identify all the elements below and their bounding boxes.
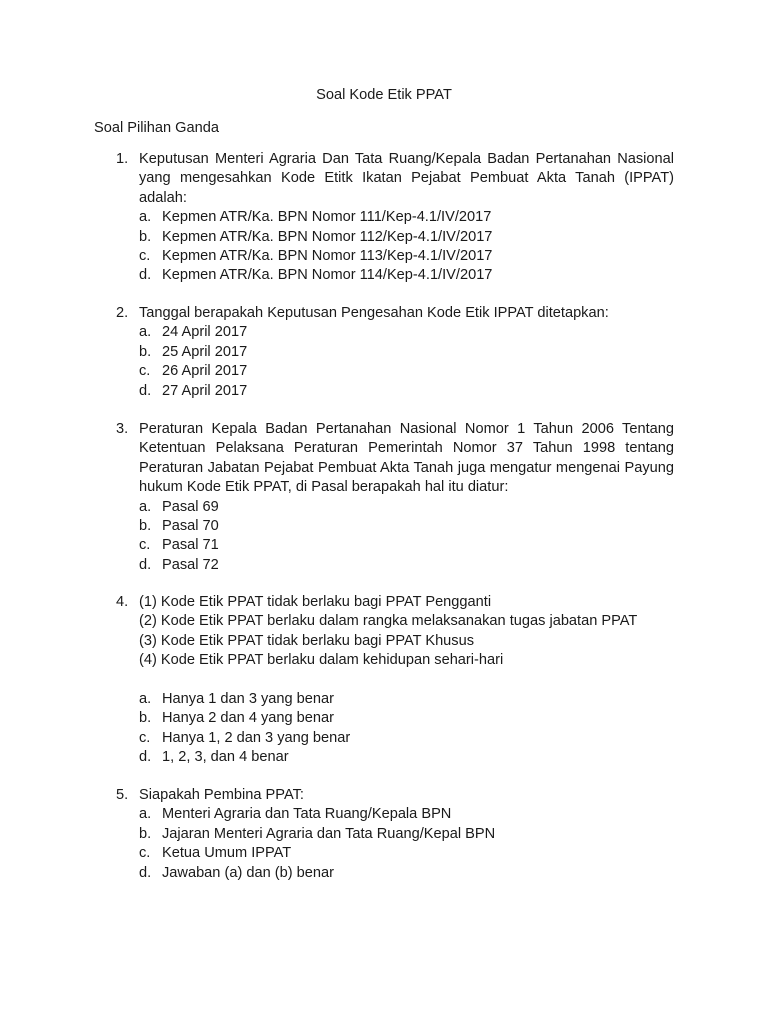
option-text: Kepmen ATR/Ka. BPN Nomor 111/Kep-4.1/IV/2017 bbox=[162, 209, 492, 226]
option-text: Pasal 69 bbox=[162, 498, 219, 515]
option-text: 27 April 2017 bbox=[162, 382, 248, 399]
question-2 bbox=[116, 304, 674, 401]
statement: (4) Kode Etik PPAT berlaku dalam kehidupan sehari-hari bbox=[139, 652, 504, 669]
option bbox=[139, 729, 674, 748]
option-letter: b. bbox=[139, 343, 152, 360]
option-text: 26 April 2017 bbox=[162, 363, 248, 380]
option-text: Kepmen ATR/Ka. BPN Nomor 114/Kep-4.1/IV/2017 bbox=[162, 267, 493, 284]
question-text: Siapakah Pembina PPAT: bbox=[139, 787, 304, 803]
question-number: 1. bbox=[116, 151, 129, 167]
option-text: Hanya 1, 2 dan 3 yang benar bbox=[162, 729, 351, 746]
spacer bbox=[116, 671, 674, 690]
statement: (2) Kode Etik PPAT berlaku dalam rangka melaksanakan tugas jabatan PPAT bbox=[139, 613, 638, 630]
option-text: Pasal 71 bbox=[162, 537, 219, 554]
option-text: Hanya 2 dan 4 yang benar bbox=[162, 710, 335, 727]
option bbox=[139, 536, 674, 555]
option-letter: d. bbox=[139, 749, 152, 766]
option bbox=[139, 748, 674, 767]
question-text: Tanggal berapakah Keputusan Pengesahan Kode Etik IPPAT ditetapkan: bbox=[139, 305, 609, 321]
option bbox=[139, 690, 674, 709]
option-letter: b. bbox=[139, 518, 152, 535]
option-text: Menteri Agraria dan Tata Ruang/Kepala BPN bbox=[162, 806, 452, 823]
question-4 bbox=[116, 593, 674, 768]
option-letter: c. bbox=[139, 845, 151, 862]
question-number: 5. bbox=[116, 787, 129, 803]
option-letter: c. bbox=[139, 729, 151, 746]
option-text: Kepmen ATR/Ka. BPN Nomor 112/Kep-4.1/IV/2017 bbox=[162, 228, 493, 245]
option bbox=[139, 228, 674, 247]
option bbox=[139, 382, 674, 401]
option-letter: c. bbox=[139, 248, 151, 265]
option-letter: a. bbox=[139, 498, 152, 515]
option bbox=[139, 266, 674, 285]
option-letter: b. bbox=[139, 710, 152, 727]
option-letter: c. bbox=[139, 363, 151, 380]
question-3 bbox=[116, 420, 674, 575]
option-text: Pasal 72 bbox=[162, 556, 219, 573]
option bbox=[139, 208, 674, 227]
option-letter: d. bbox=[139, 556, 152, 573]
option-letter: c. bbox=[139, 537, 151, 554]
option bbox=[139, 323, 674, 342]
question-5 bbox=[116, 786, 674, 883]
option bbox=[139, 864, 674, 883]
question-number: 2. bbox=[116, 305, 129, 321]
option-text: Hanya 1 dan 3 yang benar bbox=[162, 691, 335, 708]
option-letter: b. bbox=[139, 825, 152, 842]
option-letter: a. bbox=[139, 209, 152, 226]
option-text: Jawaban (a) dan (b) benar bbox=[162, 864, 334, 881]
option-letter: d. bbox=[139, 382, 152, 399]
question-number: 3. bbox=[116, 421, 129, 437]
option bbox=[139, 709, 674, 728]
question-text: Peraturan Kepala Badan Pertanahan Nasional Nomor 1 Tahun 2006 Tentang Ketentuan Pelaksana Peraturan Pemerintah Nomor 37 Tahun 1998 tentang Peraturan Jabatan Pejabat Pembuat Akta Tanah juga mengatur mengenai Payung hukum Kode Etik PPAT, di Pasal berapakah hal itu diatur: bbox=[139, 421, 674, 496]
option bbox=[139, 825, 674, 844]
option-text: 24 April 2017 bbox=[162, 324, 248, 341]
option-letter: a. bbox=[139, 691, 152, 708]
section-heading: Soal Pilihan Ganda bbox=[94, 120, 219, 136]
option bbox=[139, 247, 674, 266]
option-letter: d. bbox=[139, 267, 152, 284]
option-text: 25 April 2017 bbox=[162, 343, 248, 360]
option-text: Jajaran Menteri Agraria dan Tata Ruang/Kepal BPN bbox=[162, 825, 496, 842]
question-1 bbox=[116, 150, 674, 286]
statement: (3) Kode Etik PPAT tidak berlaku bagi PPAT Khusus bbox=[139, 632, 475, 649]
option-text: 1, 2, 3, dan 4 benar bbox=[162, 749, 289, 766]
option bbox=[139, 498, 674, 517]
option-text: Pasal 70 bbox=[162, 518, 219, 535]
option-letter: b. bbox=[139, 228, 152, 245]
document-title: Soal Kode Etik PPAT bbox=[316, 87, 452, 103]
option bbox=[139, 844, 674, 863]
question-text: Keputusan Menteri Agraria Dan Tata Ruang/Kepala Badan Pertanahan Nasional yang mengesahkan Kode Etitk Ikatan Pejabat Pembuat Akta Tanah (IPPAT) adalah: bbox=[139, 151, 674, 206]
option bbox=[139, 556, 674, 575]
option bbox=[139, 343, 674, 362]
option-letter: a. bbox=[139, 324, 152, 341]
option-letter: a. bbox=[139, 806, 152, 823]
statement: (1) Kode Etik PPAT tidak berlaku bagi PPAT Pengganti bbox=[139, 594, 492, 610]
option-text: Kepmen ATR/Ka. BPN Nomor 113/Kep-4.1/IV/2017 bbox=[162, 248, 493, 265]
option bbox=[139, 517, 674, 536]
option bbox=[139, 805, 674, 824]
question-number: 4. bbox=[116, 594, 129, 610]
option-letter: d. bbox=[139, 864, 152, 881]
option-text: Ketua Umum IPPAT bbox=[162, 845, 292, 862]
option bbox=[139, 362, 674, 381]
